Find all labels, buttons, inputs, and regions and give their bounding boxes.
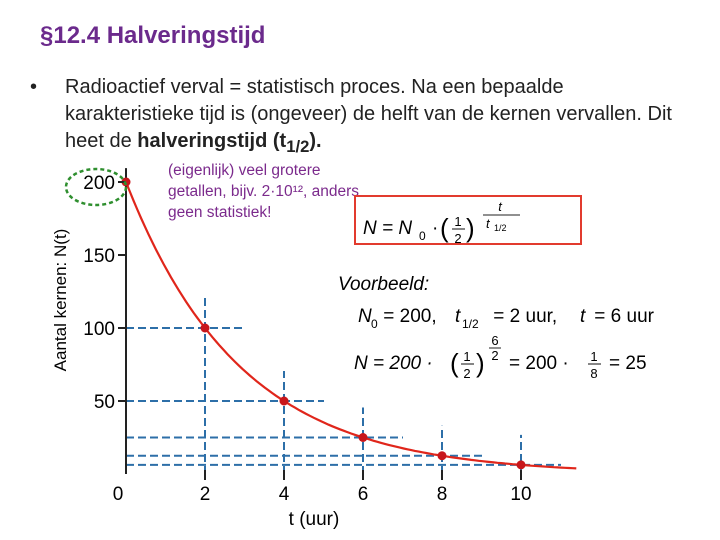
- x-axis-ticks: [113, 470, 532, 505]
- formula-exp-den-sub: 1/2: [494, 223, 507, 233]
- formula-lparen: (: [440, 213, 449, 243]
- example-frac2-num: 1: [590, 349, 598, 364]
- formula-frac-num: 1: [454, 214, 462, 229]
- example-line1-a: = 200,: [378, 306, 442, 327]
- y-axis-label: Aantal kernen: N(t): [51, 228, 70, 372]
- example-exp-num: 6: [491, 333, 499, 348]
- data-point-t2: [201, 324, 210, 333]
- formula: [363, 199, 520, 246]
- x-tick-label-8: 8: [436, 484, 448, 505]
- bullet-symbol: •: [30, 76, 38, 98]
- y-tick-label-50: 50: [93, 392, 115, 413]
- y-tick-label-200: 200: [83, 173, 115, 194]
- example-line2-mid: = 200 ·: [509, 353, 569, 374]
- formula-exp-num: t: [498, 199, 502, 214]
- bullet-bold-sub: 1/2: [286, 137, 310, 156]
- example-n0: N: [358, 306, 372, 327]
- data-point-t4: [280, 397, 289, 406]
- example-line1-c: = 6 uur: [589, 306, 654, 327]
- bullet-text-plain: Radioactief verval = statistisch proces. Na een bepaalde karakteristieke tijd is (ongeveer) de helft van de kernen vervallen. Dit heet de: [65, 76, 672, 152]
- example-t-half: t: [455, 306, 461, 327]
- formula-frac-den: 2: [454, 231, 462, 246]
- formula-lhs: N = N: [363, 218, 413, 239]
- example-frac-num: 1: [463, 349, 471, 364]
- example-t-half-sub: 1/2: [462, 317, 479, 331]
- y-axis-ticks: [83, 173, 126, 413]
- data-point-t10: [517, 460, 526, 469]
- formula-dot: ·: [432, 218, 439, 239]
- formula-exp-den: t: [486, 216, 490, 231]
- y-tick-label-150: 150: [83, 246, 115, 267]
- x-tick-label-4: 4: [278, 484, 290, 505]
- formula-lhs-sub: 0: [419, 229, 426, 243]
- x-axis-label: t (uur): [288, 509, 340, 530]
- example-n0-sub: 0: [371, 317, 378, 331]
- slide-title: §12.4 Halveringstijd: [40, 22, 266, 49]
- example-line1-b: = 2 uur,: [488, 306, 563, 327]
- x-tick-label-2: 2: [199, 484, 211, 505]
- example-exp-den: 2: [491, 348, 499, 363]
- example-rparen: ): [476, 348, 485, 378]
- example-line2-lhs: N = 200 ·: [354, 353, 433, 374]
- statistics-note: (eigenlijk) veel grotere getallen, bijv. 2·10¹², anders geen statistiek!: [168, 162, 359, 221]
- example-title: Voorbeeld:: [338, 274, 430, 295]
- x-tick-label-6: 6: [357, 484, 369, 505]
- y-tick-label-100: 100: [83, 319, 115, 340]
- data-point-t8: [438, 451, 447, 460]
- data-point-t6: [359, 433, 368, 442]
- x-tick-label-10: 10: [510, 484, 532, 505]
- example-result: = 25: [609, 353, 647, 374]
- bullet-bold-term: halveringstijd (t: [137, 130, 287, 152]
- x-tick-label-0: 0: [112, 484, 124, 505]
- example-t: t: [580, 306, 586, 327]
- example-frac2-den: 8: [590, 366, 598, 381]
- example-frac-den: 2: [463, 366, 471, 381]
- example: [338, 274, 655, 381]
- bullet-bold-end: ).: [309, 130, 322, 152]
- formula-rparen: ): [466, 213, 475, 243]
- example-lparen: (: [450, 348, 459, 378]
